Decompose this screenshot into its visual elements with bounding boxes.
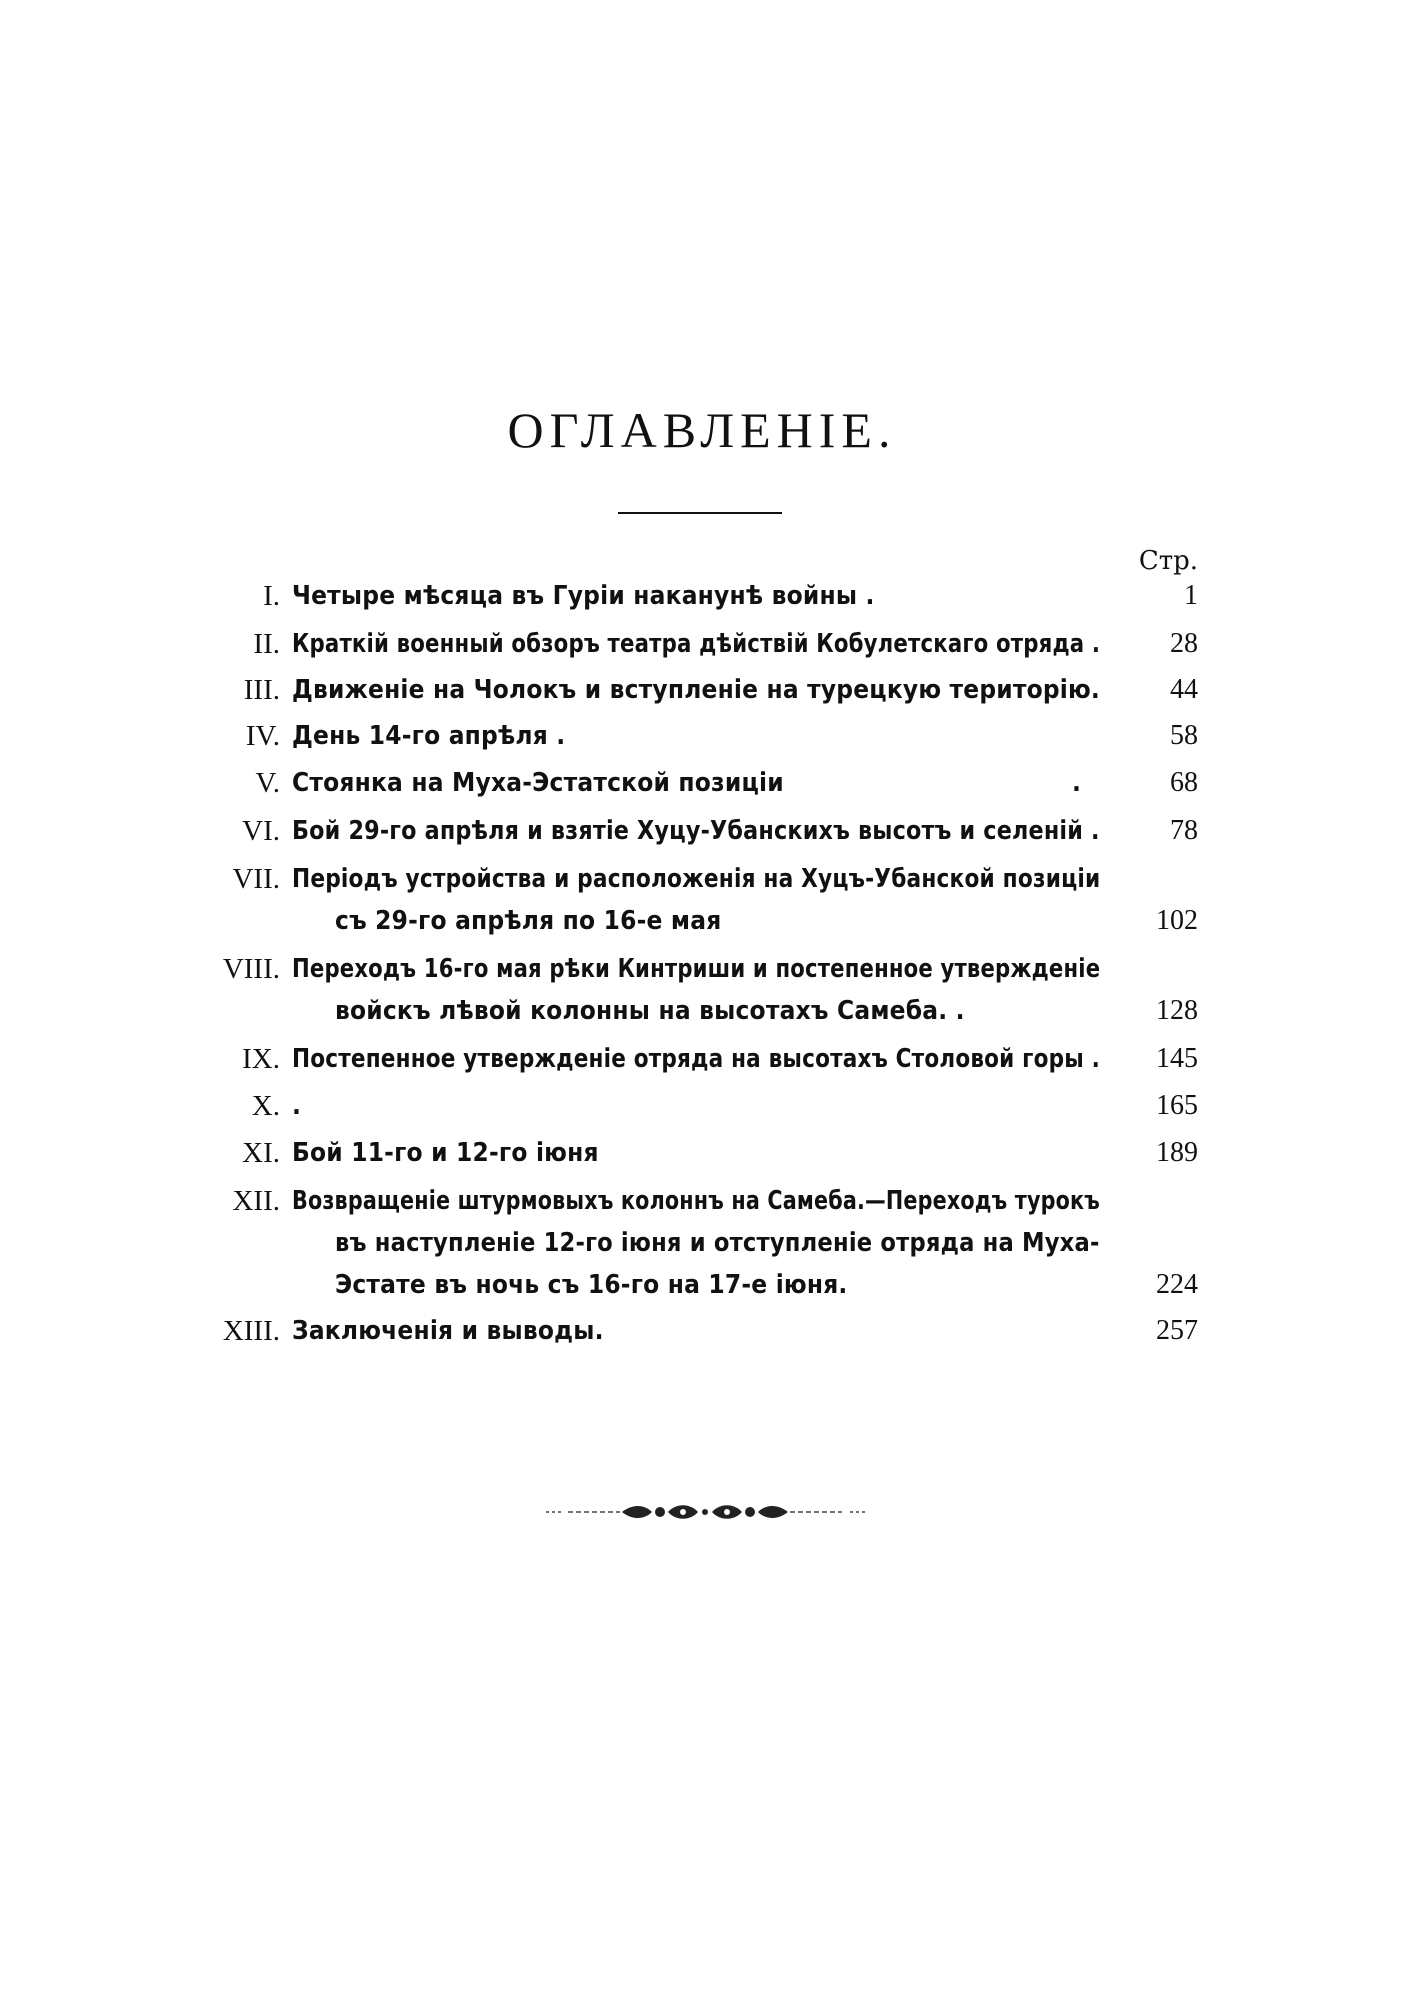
toc-entry-title-continued: съ 29-го апрѣля по 16-е мая [335,906,722,936]
toc-entry-page: 257 [1156,1315,1198,1346]
toc-entry-number: VII. [232,863,280,895]
toc-entry-title: Бой 11-го и 12-го іюня [292,1138,599,1168]
toc-entry-title: Краткій военный обзоръ театра дѣйствій Кобулетскаго отряда . [292,629,1101,659]
toc-entry-title: Бой 29-го апрѣля и взятіе Хуцу-Убанскихъ высотъ и селеній . [292,816,1100,846]
toc-entry-title: День 14-го апрѣля . [292,721,566,751]
toc-entry-page: 145 [1156,1043,1198,1074]
toc-entry-title: Переходъ 16-го мая рѣки Кинтриши и постепенное утвержденіе [292,954,1101,984]
toc-entry-page: 224 [1156,1269,1198,1300]
toc-entry-5 [0,765,1404,801]
toc-entry-page: 165 [1156,1090,1198,1121]
toc-entry-page: 102 [1156,905,1198,936]
toc-entry-number: XI. [242,1137,280,1169]
toc-entry-leader: . [1072,768,1082,798]
toc-entry-title: . [292,1091,302,1121]
toc-entry-title-continued: войскъ лѣвой колонны на высотахъ Самеба. . [335,996,965,1026]
toc-entry-title: Стоянка на Муха-Эстатской позиціи [292,768,784,798]
toc-entry-page: 189 [1156,1137,1198,1168]
toc-entry-title-continued: Эстате въ ночь съ 16-го на 17-е іюня. [335,1270,848,1300]
toc-entry-number: VIII. [222,953,280,985]
toc-entry-title: Четыре мѣсяца въ Гуріи наканунѣ войны . [292,581,875,611]
decorative-ornament [540,1500,870,1524]
toc-entry-page: 1 [1184,580,1198,611]
toc-entry-number: II. [253,628,280,660]
toc-entry-number: V. [255,767,280,799]
toc-entry-title: Постепенное утвержденіе отряда на высотахъ Столовой горы . [292,1044,1101,1074]
toc-entry-number: VI. [242,815,280,847]
toc-entry-page: 68 [1170,767,1198,798]
toc-entry-number: X. [251,1090,280,1122]
toc-entry-title: Заключенія и выводы. [292,1316,604,1346]
toc-entry-number: XII. [232,1185,280,1217]
page-column-label: Стр. [1138,546,1198,576]
toc-entry-number: III. [243,674,280,706]
toc-entry-number: I. [263,580,280,612]
toc-entry-title-continued: въ наступленіе 12-го іюня и отступленіе отряда на Муха- [335,1228,1100,1258]
toc-entry-page: 128 [1156,995,1198,1026]
toc-entry-page: 44 [1170,674,1198,705]
toc-entry-number: IX. [242,1043,280,1075]
toc-entry-page: 58 [1170,720,1198,751]
toc-entry-page: 28 [1170,628,1198,659]
toc-entry-title: Періодъ устройства и расположенія на Хуцъ-Убанской позиціи [292,864,1101,894]
toc-entry-page: 78 [1170,815,1198,846]
toc-entry-number: XIII. [222,1315,280,1347]
page-title: ОГЛАВЛЕНІЕ. [507,402,897,458]
toc-entry-title: Возвращеніе штурмовыхъ колоннъ на Самеба.—Переходъ турокъ [292,1186,1101,1216]
toc-entry-title: Движеніе на Чолокъ и вступленіе на турецкую територію. [292,675,1100,705]
toc-entry-number: IV. [245,720,280,752]
